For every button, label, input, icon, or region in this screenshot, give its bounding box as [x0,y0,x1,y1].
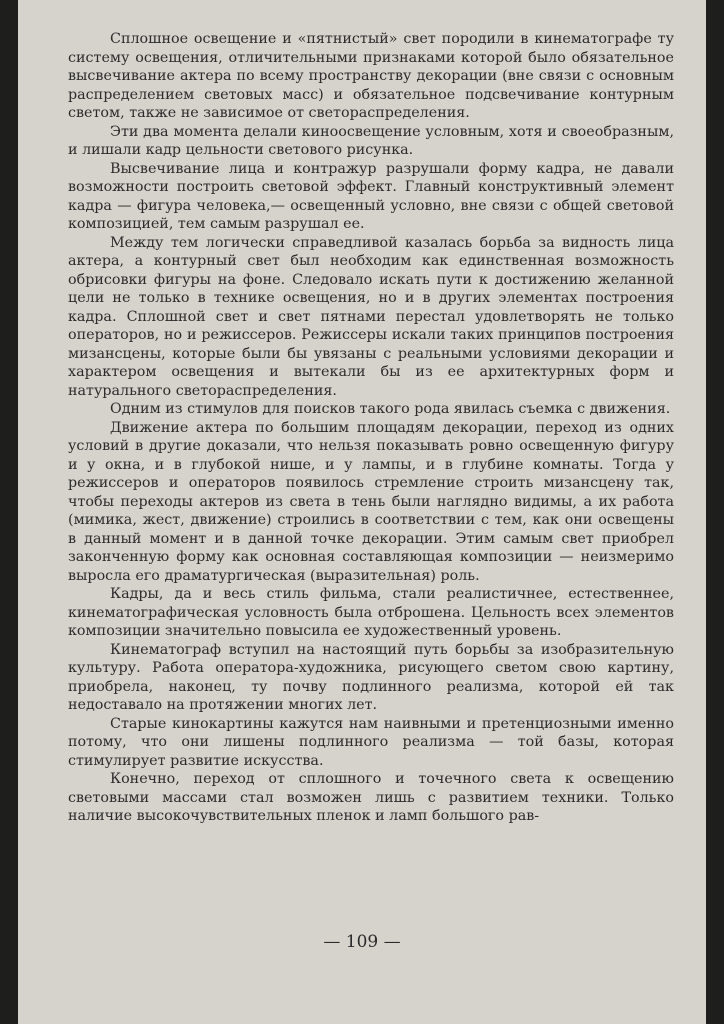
scan-right-edge [706,0,724,1024]
paragraph: Старые кинокартины кажутся нам наивными и претенциозными именно потому, что они лишены подлинного реализма — той базы, которая стимулирует развитие искусства. [68,715,674,769]
page-number: — 109 — [323,932,401,952]
paragraph: Сплошное освещение и «пятнистый» свет породили в кинематографе ту систему освещения, отличительными признаками которой было обязательное высвечивание актера по всему пространству декорации (вне связи с основным распределением световых масс) и обязательное подсвечивание контурным светом, также не зависимое от светораспределения. [68,31,674,121]
paragraph: Конечно, переход от сплошного и точечного света к освещению световыми массами стал возможен лишь с развитием техники. Только наличие высокочувствительных пленок и ламп большого рав- [68,771,674,824]
scan-left-edge [0,0,18,1024]
paragraph: Эти два момента делали киноосвещение условным, хотя и своеобразным, и лишали кадр цельности светового рисунка. [68,123,674,158]
paragraph: Кинематограф вступил на настоящий путь борьбы за изобразительную культуру. Работа оператора-художника, рисующего светом свою картину, приобрела, наконец, ту почву подлинного реализма, которой ей так недоставало на протяжении многих лет. [68,641,674,713]
paragraph: Движение актера по большим площадям декорации, переход из одних условий в другие доказали, что нельзя показывать ровно освещенную фигуру и у окна, и в глубокой нише, и у лампы, и в глубине комнаты. Тогда у режиссеров и операторов появилось стремление строить мизансцену так, чтобы переходы актеров из света в тень были наглядно видимы, а их работа (мимика, жест, движение) строились в соответствии с тем, как они освещены в данный момент и в данной точке декорации. Этим самым свет приобрел законченную форму как основная составляющая композиции — неизмеримо выросла его драматургическая (выразительная) роль. [68,419,674,584]
paragraph: Одним из стимулов для поисков такого рода явилась съемка с движения. [110,401,671,417]
paragraph: Между тем логически справедливой казалась борьба за видность лица актера, а контурный свет был необходим как единственная возможность обрисовки фигуры на фоне. Следовало искать пути к достижению желанной цели не только в технике освещения, но и в других элементах построения кадра. Сплошной свет и свет пятнами перестал удовлетворять не только операторов, но и режиссеров. Режиссеры искали таких принципов построения мизансцены, которые были бы увязаны с реальными условиями декорации и характером освещения и вытекали бы из ее архитектурных форм и натурального светораспределения. [68,234,674,399]
body-text [68,30,674,826]
paragraph: Высвечивание лица и контражур разрушали форму кадра, не давали возможности построить световой эффект. Главный конструктивный элемент кадра — фигура человека,— освещенный условно, вне связи с общей световой композицией, тем самым разрушал ее. [68,160,674,232]
paragraph: Кадры, да и весь стиль фильма, стали реалистичнее, естественнее, кинематографическая условность была отброшена. Цельность всех элементов композиции значительно повысила ее художественный уровень. [68,586,674,639]
